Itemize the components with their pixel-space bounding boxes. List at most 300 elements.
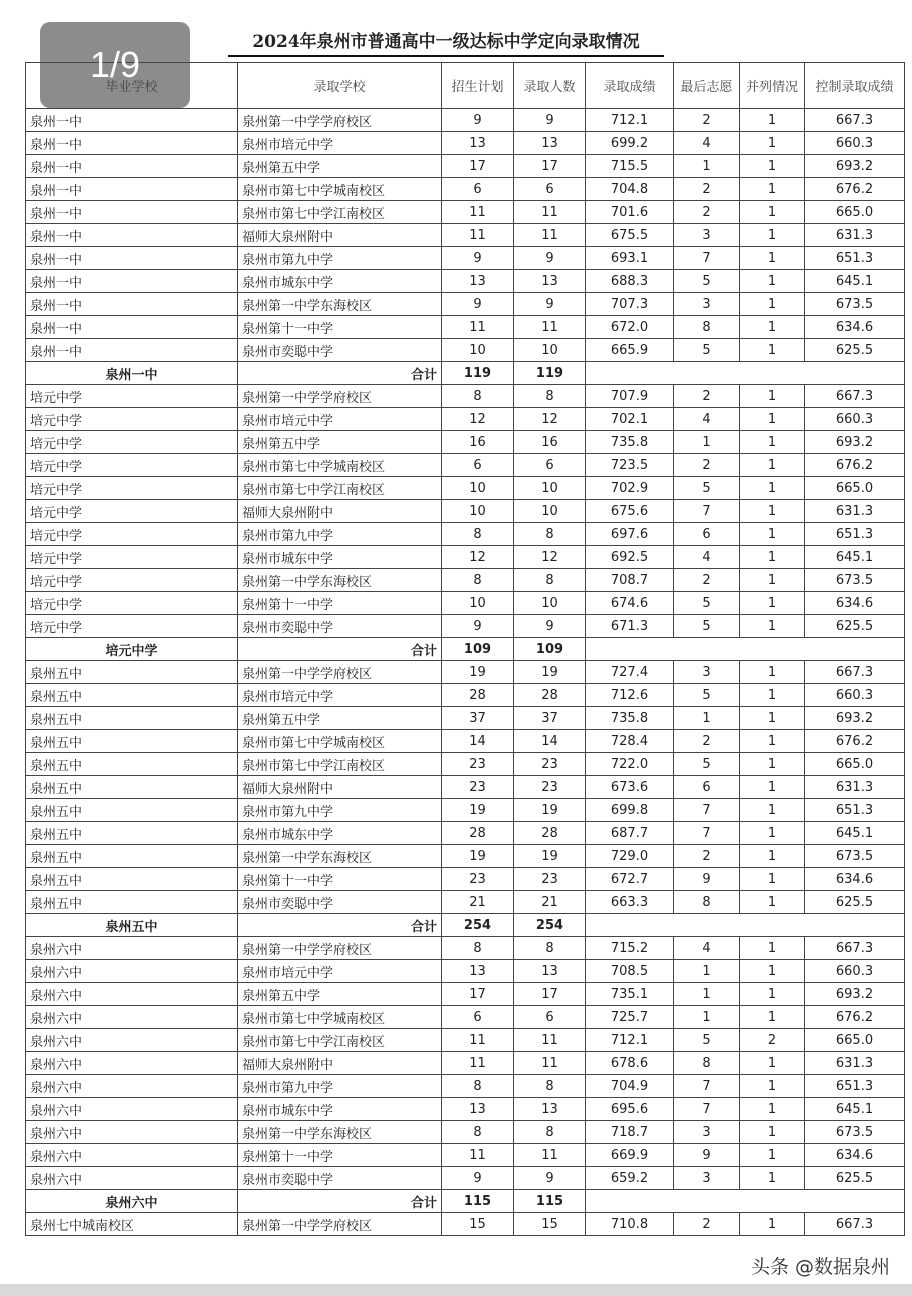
tie-status-cell: 1 [740, 1006, 805, 1029]
admitted-count-cell: 10 [514, 592, 586, 615]
graduating-school-cell: 泉州六中 [26, 960, 238, 983]
admitted-count-cell: 23 [514, 753, 586, 776]
graduating-school-cell: 泉州一中 [26, 178, 238, 201]
admitting-school-cell: 泉州市第七中学城南校区 [238, 1006, 442, 1029]
admitted-count-cell: 15 [514, 1213, 586, 1236]
control-score-cell: 634.6 [805, 1144, 905, 1167]
control-score-cell: 631.3 [805, 500, 905, 523]
admitting-school-cell: 泉州市城东中学 [238, 1098, 442, 1121]
enrollment-plan-cell: 13 [442, 960, 514, 983]
enrollment-plan-cell: 12 [442, 408, 514, 431]
admission-score-cell: 702.9 [586, 477, 674, 500]
admitting-school-cell: 泉州市奕聪中学 [238, 1167, 442, 1190]
admission-score-cell: 692.5 [586, 546, 674, 569]
last-choice-cell: 5 [674, 684, 740, 707]
table-row [26, 822, 905, 845]
table-row [26, 1098, 905, 1121]
last-choice-cell: 2 [674, 454, 740, 477]
graduating-school-cell: 泉州一中 [26, 155, 238, 178]
admitted-count-cell: 9 [514, 109, 586, 132]
enrollment-plan-cell: 13 [442, 132, 514, 155]
table-row [26, 891, 905, 914]
last-choice-cell: 2 [674, 385, 740, 408]
admitted-count-cell: 8 [514, 523, 586, 546]
admitted-count-cell: 11 [514, 1052, 586, 1075]
enrollment-plan-cell: 19 [442, 661, 514, 684]
table-row [26, 178, 905, 201]
last-choice-cell: 2 [674, 845, 740, 868]
graduating-school-cell: 泉州五中 [26, 753, 238, 776]
control-score-cell: 667.3 [805, 661, 905, 684]
last-choice-cell: 5 [674, 592, 740, 615]
graduating-school-cell: 泉州五中 [26, 845, 238, 868]
subtotal-school-name: 泉州六中 [26, 1190, 238, 1213]
tie-status-cell: 1 [740, 201, 805, 224]
admission-score-cell: 672.0 [586, 316, 674, 339]
graduating-school-cell: 泉州一中 [26, 201, 238, 224]
enrollment-plan-cell: 8 [442, 1121, 514, 1144]
enrollment-plan-cell: 12 [442, 546, 514, 569]
admitted-count-cell: 11 [514, 1144, 586, 1167]
graduating-school-cell: 泉州六中 [26, 1052, 238, 1075]
table-row [26, 431, 905, 454]
admitting-school-cell: 泉州第一中学学府校区 [238, 937, 442, 960]
enrollment-plan-cell: 23 [442, 753, 514, 776]
admission-score-cell: 735.8 [586, 707, 674, 730]
graduating-school-cell: 泉州一中 [26, 132, 238, 155]
control-score-cell: 665.0 [805, 1029, 905, 1052]
admission-score-cell: 708.5 [586, 960, 674, 983]
table-row [26, 592, 905, 615]
graduating-school-cell: 培元中学 [26, 454, 238, 477]
control-score-cell: 645.1 [805, 546, 905, 569]
tie-status-cell: 1 [740, 408, 805, 431]
enrollment-plan-cell: 11 [442, 316, 514, 339]
enrollment-plan-cell: 9 [442, 615, 514, 638]
enrollment-plan-cell: 13 [442, 270, 514, 293]
admitted-count-cell: 23 [514, 776, 586, 799]
enrollment-plan-cell: 6 [442, 454, 514, 477]
col-header-control-score: 控制录取成绩 [805, 63, 905, 109]
enrollment-plan-cell: 16 [442, 431, 514, 454]
table-row [26, 523, 905, 546]
admitting-school-cell: 福师大泉州附中 [238, 500, 442, 523]
subtotal-admitted: 115 [514, 1190, 586, 1213]
admitting-school-cell: 福师大泉州附中 [238, 224, 442, 247]
control-score-cell: 665.0 [805, 477, 905, 500]
admission-score-cell: 659.2 [586, 1167, 674, 1190]
admitted-count-cell: 13 [514, 132, 586, 155]
tie-status-cell: 1 [740, 1098, 805, 1121]
admission-score-cell: 715.2 [586, 937, 674, 960]
graduating-school-cell: 泉州五中 [26, 868, 238, 891]
admission-score-cell: 663.3 [586, 891, 674, 914]
last-choice-cell: 9 [674, 1144, 740, 1167]
admitted-count-cell: 6 [514, 178, 586, 201]
table-row [26, 1121, 905, 1144]
last-choice-cell: 2 [674, 109, 740, 132]
admitting-school-cell: 泉州市城东中学 [238, 822, 442, 845]
last-choice-cell: 4 [674, 546, 740, 569]
admission-score-cell: 725.7 [586, 1006, 674, 1029]
tie-status-cell: 1 [740, 178, 805, 201]
enrollment-plan-cell: 8 [442, 385, 514, 408]
enrollment-plan-cell: 11 [442, 1144, 514, 1167]
col-header-admission-score: 录取成绩 [586, 63, 674, 109]
admitted-count-cell: 21 [514, 891, 586, 914]
graduating-school-cell: 泉州五中 [26, 822, 238, 845]
table-row [26, 270, 905, 293]
admitted-count-cell: 11 [514, 1029, 586, 1052]
admission-score-cell: 671.3 [586, 615, 674, 638]
graduating-school-cell: 培元中学 [26, 569, 238, 592]
admission-score-cell: 729.0 [586, 845, 674, 868]
last-choice-cell: 4 [674, 937, 740, 960]
enrollment-plan-cell: 28 [442, 822, 514, 845]
admitting-school-cell: 泉州市第七中学江南校区 [238, 1029, 442, 1052]
admitted-count-cell: 17 [514, 155, 586, 178]
table-row [26, 1213, 905, 1236]
admitted-count-cell: 8 [514, 385, 586, 408]
admission-score-cell: 665.9 [586, 339, 674, 362]
subtotal-school-name: 泉州五中 [26, 914, 238, 937]
col-header-last-choice: 最后志愿 [674, 63, 740, 109]
admission-score-cell: 678.6 [586, 1052, 674, 1075]
admitted-count-cell: 19 [514, 845, 586, 868]
enrollment-plan-cell: 9 [442, 1167, 514, 1190]
last-choice-cell: 4 [674, 132, 740, 155]
last-choice-cell: 1 [674, 431, 740, 454]
admission-score-cell: 715.5 [586, 155, 674, 178]
control-score-cell: 651.3 [805, 247, 905, 270]
subtotal-row [26, 914, 905, 937]
tie-status-cell: 1 [740, 868, 805, 891]
admission-score-cell: 693.1 [586, 247, 674, 270]
table-row [26, 983, 905, 1006]
admitting-school-cell: 泉州市第七中学城南校区 [238, 454, 442, 477]
last-choice-cell: 2 [674, 1213, 740, 1236]
graduating-school-cell: 培元中学 [26, 477, 238, 500]
tie-status-cell: 1 [740, 293, 805, 316]
admitted-count-cell: 19 [514, 799, 586, 822]
control-score-cell: 660.3 [805, 132, 905, 155]
graduating-school-cell: 泉州六中 [26, 1121, 238, 1144]
enrollment-plan-cell: 6 [442, 178, 514, 201]
admitted-count-cell: 9 [514, 615, 586, 638]
admitted-count-cell: 11 [514, 201, 586, 224]
table-row [26, 845, 905, 868]
admission-score-cell: 707.9 [586, 385, 674, 408]
admitted-count-cell: 11 [514, 224, 586, 247]
admitted-count-cell: 9 [514, 293, 586, 316]
tie-status-cell: 1 [740, 454, 805, 477]
enrollment-plan-cell: 17 [442, 155, 514, 178]
admission-score-cell: 735.8 [586, 431, 674, 454]
graduating-school-cell: 泉州一中 [26, 339, 238, 362]
graduating-school-cell: 泉州五中 [26, 661, 238, 684]
control-score-cell: 667.3 [805, 937, 905, 960]
page-indicator-badge: 1/9 [40, 22, 190, 108]
graduating-school-cell: 泉州六中 [26, 1167, 238, 1190]
admitted-count-cell: 23 [514, 868, 586, 891]
subtotal-row [26, 362, 905, 385]
admitting-school-cell: 泉州市第九中学 [238, 523, 442, 546]
control-score-cell: 625.5 [805, 891, 905, 914]
graduating-school-cell: 泉州五中 [26, 776, 238, 799]
admitted-count-cell: 12 [514, 546, 586, 569]
graduating-school-cell: 泉州六中 [26, 1075, 238, 1098]
admitting-school-cell: 泉州第一中学东海校区 [238, 293, 442, 316]
tie-status-cell: 2 [740, 1029, 805, 1052]
admission-score-cell: 718.7 [586, 1121, 674, 1144]
tie-status-cell: 1 [740, 546, 805, 569]
control-score-cell: 651.3 [805, 523, 905, 546]
last-choice-cell: 6 [674, 523, 740, 546]
admitting-school-cell: 泉州市第七中学江南校区 [238, 477, 442, 500]
graduating-school-cell: 泉州一中 [26, 247, 238, 270]
tie-status-cell: 1 [740, 799, 805, 822]
enrollment-plan-cell: 8 [442, 937, 514, 960]
table-row [26, 201, 905, 224]
control-score-cell: 660.3 [805, 684, 905, 707]
admitting-school-cell: 泉州第五中学 [238, 983, 442, 1006]
bottom-bar [0, 1284, 912, 1296]
enrollment-plan-cell: 19 [442, 799, 514, 822]
table-row [26, 684, 905, 707]
enrollment-plan-cell: 23 [442, 868, 514, 891]
graduating-school-cell: 泉州七中城南校区 [26, 1213, 238, 1236]
enrollment-plan-cell: 28 [442, 684, 514, 707]
document-title: 2024年泉州市普通高中一级达标中学定向录取情况 [228, 30, 664, 57]
enrollment-plan-cell: 8 [442, 1075, 514, 1098]
last-choice-cell: 3 [674, 661, 740, 684]
last-choice-cell: 3 [674, 224, 740, 247]
admitting-school-cell: 泉州市第七中学城南校区 [238, 730, 442, 753]
admitting-school-cell: 泉州市第九中学 [238, 799, 442, 822]
enrollment-plan-cell: 8 [442, 569, 514, 592]
admission-score-cell: 728.4 [586, 730, 674, 753]
tie-status-cell: 1 [740, 891, 805, 914]
admitted-count-cell: 9 [514, 1167, 586, 1190]
table-row [26, 1167, 905, 1190]
tie-status-cell: 1 [740, 316, 805, 339]
tie-status-cell: 1 [740, 1075, 805, 1098]
table-row [26, 454, 905, 477]
admitted-count-cell: 28 [514, 684, 586, 707]
graduating-school-cell: 泉州一中 [26, 270, 238, 293]
subtotal-admitted: 254 [514, 914, 586, 937]
enrollment-plan-cell: 23 [442, 776, 514, 799]
col-header-admitting-school: 录取学校 [238, 63, 442, 109]
tie-status-cell: 1 [740, 615, 805, 638]
col-header-admitted-count: 录取人数 [514, 63, 586, 109]
admission-score-cell: 699.2 [586, 132, 674, 155]
last-choice-cell: 8 [674, 1052, 740, 1075]
table-row [26, 132, 905, 155]
table-row [26, 707, 905, 730]
table-row [26, 109, 905, 132]
control-score-cell: 631.3 [805, 1052, 905, 1075]
last-choice-cell: 7 [674, 822, 740, 845]
enrollment-plan-cell: 13 [442, 1098, 514, 1121]
admitting-school-cell: 泉州市培元中学 [238, 960, 442, 983]
enrollment-plan-cell: 19 [442, 845, 514, 868]
table-row [26, 1006, 905, 1029]
last-choice-cell: 2 [674, 569, 740, 592]
admitted-count-cell: 10 [514, 500, 586, 523]
admission-score-cell: 701.6 [586, 201, 674, 224]
tie-status-cell: 1 [740, 431, 805, 454]
last-choice-cell: 5 [674, 339, 740, 362]
graduating-school-cell: 泉州五中 [26, 707, 238, 730]
subtotal-plan: 109 [442, 638, 514, 661]
enrollment-plan-cell: 15 [442, 1213, 514, 1236]
control-score-cell: 665.0 [805, 753, 905, 776]
admission-score-cell: 722.0 [586, 753, 674, 776]
subtotal-admitted: 119 [514, 362, 586, 385]
table-row [26, 937, 905, 960]
tie-status-cell: 1 [740, 1144, 805, 1167]
admitted-count-cell: 10 [514, 339, 586, 362]
table-body [26, 109, 905, 1236]
last-choice-cell: 2 [674, 730, 740, 753]
admitting-school-cell: 泉州市奕聪中学 [238, 615, 442, 638]
subtotal-plan: 119 [442, 362, 514, 385]
tie-status-cell: 1 [740, 845, 805, 868]
tie-status-cell: 1 [740, 500, 805, 523]
subtotal-empty [586, 914, 905, 937]
last-choice-cell: 7 [674, 1098, 740, 1121]
admission-score-cell: 674.6 [586, 592, 674, 615]
last-choice-cell: 5 [674, 477, 740, 500]
subtotal-row [26, 1190, 905, 1213]
last-choice-cell: 1 [674, 960, 740, 983]
admission-score-cell: 723.5 [586, 454, 674, 477]
table-row [26, 1029, 905, 1052]
table-row [26, 569, 905, 592]
admitted-count-cell: 28 [514, 822, 586, 845]
admitting-school-cell: 泉州第五中学 [238, 155, 442, 178]
admitting-school-cell: 泉州第一中学学府校区 [238, 109, 442, 132]
control-score-cell: 673.5 [805, 293, 905, 316]
admitting-school-cell: 泉州第一中学学府校区 [238, 1213, 442, 1236]
tie-status-cell: 1 [740, 753, 805, 776]
admitted-count-cell: 10 [514, 477, 586, 500]
admission-score-cell: 699.8 [586, 799, 674, 822]
table-row [26, 339, 905, 362]
admitting-school-cell: 泉州第十一中学 [238, 868, 442, 891]
control-score-cell: 645.1 [805, 270, 905, 293]
tie-status-cell: 1 [740, 960, 805, 983]
admitting-school-cell: 泉州第一中学学府校区 [238, 661, 442, 684]
subtotal-row [26, 638, 905, 661]
last-choice-cell: 2 [674, 201, 740, 224]
admission-score-cell: 697.6 [586, 523, 674, 546]
subtotal-empty [586, 1190, 905, 1213]
tie-status-cell: 1 [740, 132, 805, 155]
subtotal-empty [586, 362, 905, 385]
admitting-school-cell: 泉州第十一中学 [238, 316, 442, 339]
last-choice-cell: 3 [674, 1167, 740, 1190]
control-score-cell: 676.2 [805, 730, 905, 753]
admission-score-cell: 669.9 [586, 1144, 674, 1167]
admitting-school-cell: 泉州第五中学 [238, 431, 442, 454]
last-choice-cell: 3 [674, 1121, 740, 1144]
admission-score-cell: 675.6 [586, 500, 674, 523]
admission-score-cell: 712.1 [586, 109, 674, 132]
enrollment-plan-cell: 10 [442, 592, 514, 615]
enrollment-plan-cell: 9 [442, 247, 514, 270]
tie-status-cell: 1 [740, 224, 805, 247]
admitting-school-cell: 泉州市培元中学 [238, 132, 442, 155]
control-score-cell: 634.6 [805, 592, 905, 615]
admitting-school-cell: 泉州市第九中学 [238, 247, 442, 270]
admitting-school-cell: 泉州市培元中学 [238, 684, 442, 707]
admitting-school-cell: 泉州第十一中学 [238, 592, 442, 615]
control-score-cell: 634.6 [805, 316, 905, 339]
admission-score-cell: 727.4 [586, 661, 674, 684]
tie-status-cell: 1 [740, 937, 805, 960]
graduating-school-cell: 泉州五中 [26, 730, 238, 753]
control-score-cell: 625.5 [805, 1167, 905, 1190]
last-choice-cell: 3 [674, 293, 740, 316]
control-score-cell: 645.1 [805, 822, 905, 845]
admission-score-cell: 672.7 [586, 868, 674, 891]
control-score-cell: 667.3 [805, 109, 905, 132]
control-score-cell: 693.2 [805, 983, 905, 1006]
control-score-cell: 676.2 [805, 454, 905, 477]
graduating-school-cell: 泉州六中 [26, 1029, 238, 1052]
admission-score-cell: 735.1 [586, 983, 674, 1006]
tie-status-cell: 1 [740, 684, 805, 707]
table-row [26, 408, 905, 431]
graduating-school-cell: 泉州五中 [26, 891, 238, 914]
graduating-school-cell: 泉州六中 [26, 937, 238, 960]
admitted-count-cell: 8 [514, 569, 586, 592]
last-choice-cell: 5 [674, 270, 740, 293]
graduating-school-cell: 培元中学 [26, 523, 238, 546]
last-choice-cell: 7 [674, 500, 740, 523]
last-choice-cell: 6 [674, 776, 740, 799]
admission-score-cell: 707.3 [586, 293, 674, 316]
subtotal-label: 合计 [238, 638, 442, 661]
graduating-school-cell: 培元中学 [26, 408, 238, 431]
graduating-school-cell: 泉州六中 [26, 983, 238, 1006]
admitted-count-cell: 12 [514, 408, 586, 431]
table-row [26, 868, 905, 891]
control-score-cell: 625.5 [805, 339, 905, 362]
control-score-cell: 631.3 [805, 776, 905, 799]
last-choice-cell: 1 [674, 1006, 740, 1029]
control-score-cell: 660.3 [805, 408, 905, 431]
control-score-cell: 676.2 [805, 178, 905, 201]
graduating-school-cell: 泉州六中 [26, 1144, 238, 1167]
subtotal-label: 合计 [238, 1190, 442, 1213]
graduating-school-cell: 培元中学 [26, 546, 238, 569]
admitted-count-cell: 16 [514, 431, 586, 454]
admitted-count-cell: 6 [514, 454, 586, 477]
graduating-school-cell: 培元中学 [26, 385, 238, 408]
admission-score-cell: 702.1 [586, 408, 674, 431]
admitted-count-cell: 6 [514, 1006, 586, 1029]
enrollment-plan-cell: 10 [442, 339, 514, 362]
last-choice-cell: 7 [674, 799, 740, 822]
table-row [26, 316, 905, 339]
admitting-school-cell: 泉州第一中学东海校区 [238, 1121, 442, 1144]
tie-status-cell: 1 [740, 155, 805, 178]
admitting-school-cell: 泉州市第九中学 [238, 1075, 442, 1098]
last-choice-cell: 8 [674, 316, 740, 339]
